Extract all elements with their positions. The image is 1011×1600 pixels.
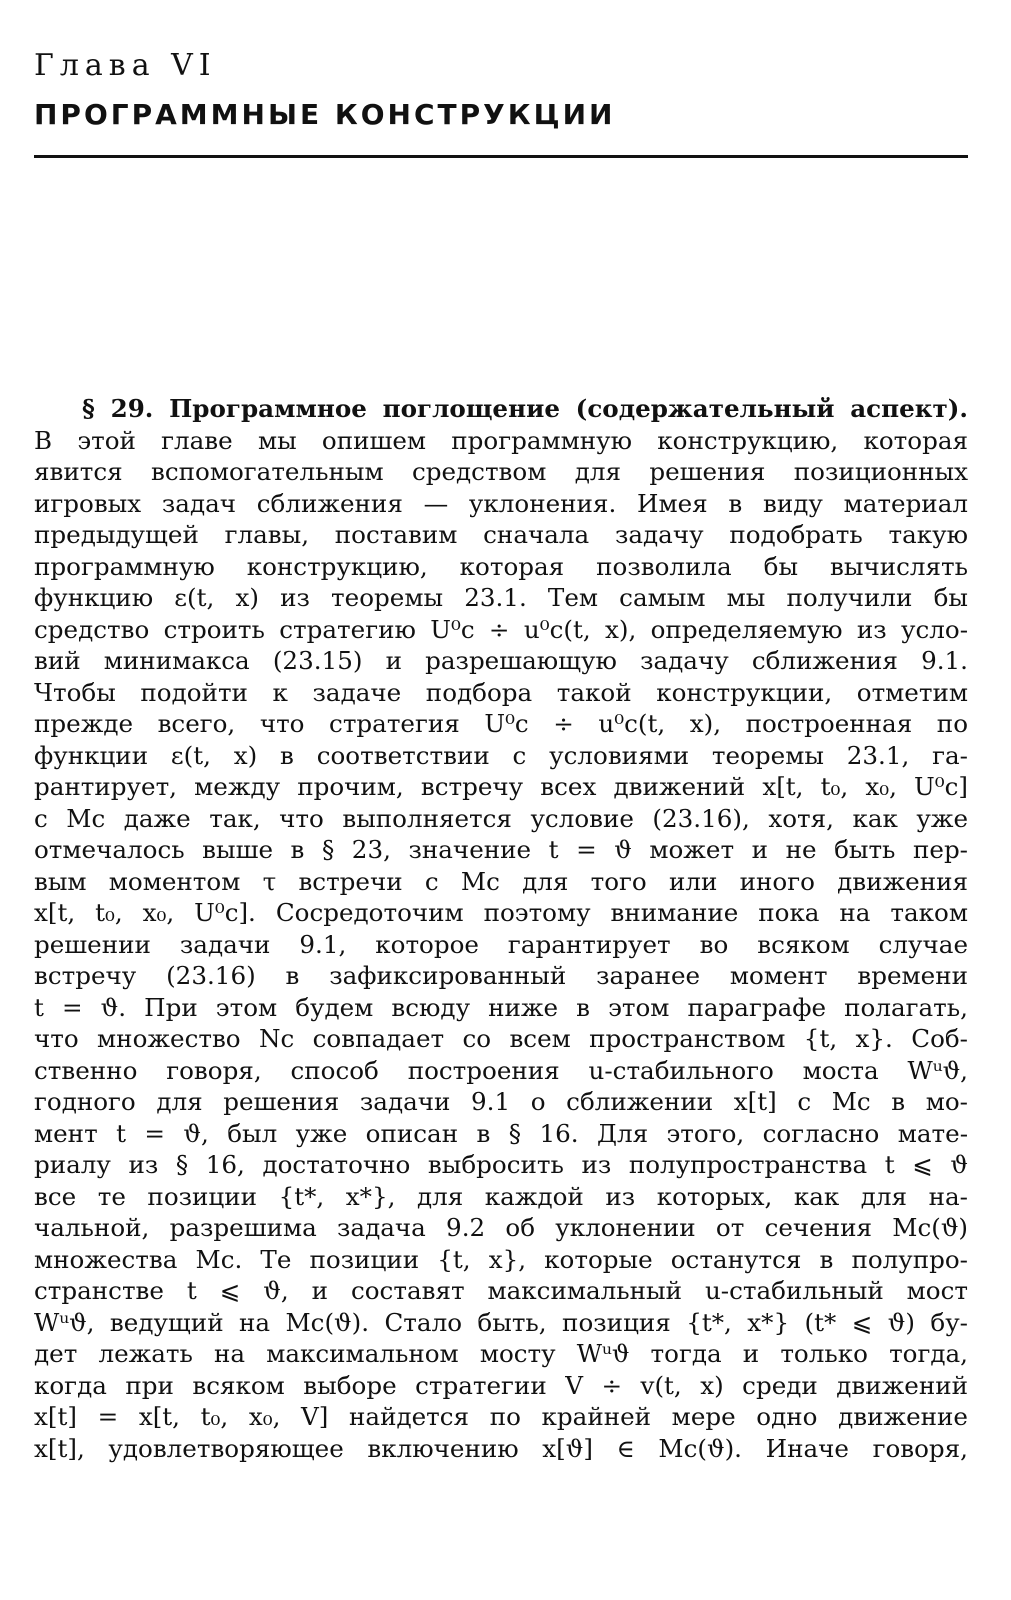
- text-line: множества Mc. Те позиции {t, x}, которые останутся в полупро-: [34, 1244, 968, 1274]
- text-line: решении задачи 9.1, которое гарантирует во всяком случае: [34, 929, 968, 959]
- section-body: [34, 393, 968, 1464]
- text-line: x[t], удовлетворяющее включению x[ϑ] ∈ Mc(ϑ). Иначе говоря,: [34, 1433, 968, 1463]
- text-line: предыдущей главы, поставим сначала задачу подобрать такую: [34, 520, 968, 549]
- text-line: t = ϑ. При этом будем всюду ниже в этом параграфе полагать,: [34, 992, 968, 1022]
- text-line: вий минимакса (23.15) и разрешающую задачу сближения 9.1.: [34, 646, 968, 675]
- text-line: странстве t ⩽ ϑ, и составят максимальный u-стабильный мост: [34, 1276, 968, 1305]
- text-line: Wᵘϑ, ведущий на Mc(ϑ). Стало быть, позиция {t*, x*} (t* ⩽ ϑ) бу-: [34, 1307, 968, 1337]
- text-line: когда при всяком выборе стратегии V ÷ v(t, x) среди движений: [34, 1370, 968, 1400]
- text-line: ственно говоря, способ построения u-стабильного моста Wᵘϑ,: [34, 1055, 968, 1085]
- text-line: мент t = ϑ, был уже описан в § 16. Для этого, согласно мате-: [34, 1118, 968, 1148]
- text-line: годного для решения задачи 9.1 о сближении x[t] с Mc в мо-: [34, 1087, 968, 1116]
- header-rule: [34, 155, 968, 158]
- text-line: отмечалось выше в § 23, значение t = ϑ может и не быть пер-: [34, 835, 968, 864]
- chapter-label: Глава VI: [34, 48, 217, 83]
- text-line: вым моментом τ встречи с Mc для того или иного движения: [34, 866, 968, 896]
- text-line: рантирует, между прочим, встречу всех движений x[t, t₀, x₀, U⁰c]: [34, 772, 968, 801]
- chapter-title: ПРОГРАММНЫЕ КОНСТРУКЦИИ: [34, 98, 616, 131]
- text-line: чальной, разрешима задача 9.2 об уклонении от сечения Mc(ϑ): [34, 1213, 968, 1242]
- text-line: дет лежать на максимальном мосту Wᵘϑ тогда и только тогда,: [34, 1339, 968, 1368]
- text-line: x[t, t₀, x₀, U⁰c]. Сосредоточим поэтому внимание пока на таком: [34, 898, 968, 927]
- text-line: встречу (23.16) в зафиксированный заранее момент времени: [34, 961, 968, 990]
- text-line: явится вспомогательным средством для решения позиционных: [34, 457, 968, 486]
- section-heading: § 29. Программное поглощение (содержательный аспект).: [82, 394, 968, 423]
- text-line: функции ε(t, x) в соответствии с условиями теоремы 23.1, га-: [34, 740, 968, 770]
- text-line: риалу из § 16, достаточно выбросить из полупространства t ⩽ ϑ: [34, 1150, 968, 1179]
- text-line: средство строить стратегию U⁰c ÷ u⁰c(t, x), определяемую из усло-: [34, 614, 968, 644]
- text-line: Чтобы подойти к задаче подбора такой конструкции, отметим: [34, 677, 968, 707]
- text-line: функцию ε(t, x) из теоремы 23.1. Тем самым мы получили бы: [34, 583, 968, 612]
- text-line: что множество Nc совпадает со всем пространством {t, x}. Соб-: [34, 1024, 968, 1053]
- text-line: программную конструкцию, которая позволила бы вычислять: [34, 551, 968, 581]
- text-line: с Mc даже так, что выполняется условие (23.16), хотя, как уже: [34, 803, 968, 833]
- text-line: все те позиции {t*, x*}, для каждой из которых, как для на-: [34, 1181, 968, 1211]
- text-line: прежде всего, что стратегия U⁰c ÷ u⁰c(t, x), построенная по: [34, 709, 968, 738]
- text-line: x[t] = x[t, t₀, x₀, V] найдется по крайней мере одно движение: [34, 1402, 968, 1431]
- text-line: игровых задач сближения — уклонения. Имея в виду материал: [34, 488, 968, 518]
- text-line: В этой главе мы опишем программную конструкцию, которая: [34, 425, 968, 455]
